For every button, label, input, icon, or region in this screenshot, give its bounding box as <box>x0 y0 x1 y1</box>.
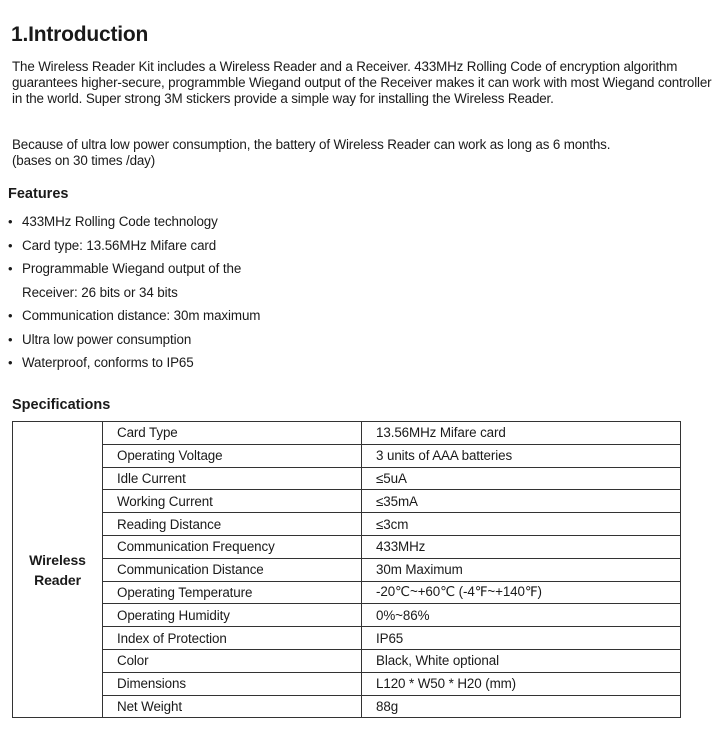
table-row <box>13 513 681 536</box>
table-row <box>13 627 681 650</box>
feature-item <box>8 351 282 375</box>
value-cell: 433MHz <box>362 535 681 558</box>
parameter-cell: Operating Temperature <box>103 581 362 604</box>
table-row <box>13 604 681 627</box>
feature-item <box>8 210 282 234</box>
feature-item <box>8 257 282 304</box>
page-title: 1.Introduction <box>11 23 149 46</box>
table-row <box>13 558 681 581</box>
table-row <box>13 581 681 604</box>
value-cell: 13.56MHz Mifare card <box>362 422 681 445</box>
bullet-icon: • <box>8 355 13 370</box>
parameter-cell: Index of Protection <box>103 627 362 650</box>
value-cell: ≤3cm <box>362 513 681 536</box>
specifications-table <box>12 421 681 718</box>
feature-text: 433MHz Rolling Code technology <box>22 214 218 229</box>
feature-item <box>8 304 282 328</box>
parameter-cell: Net Weight <box>103 695 362 718</box>
table-row <box>13 490 681 513</box>
feature-text: Card type: 13.56MHz Mifare card <box>22 237 217 253</box>
feature-text: Waterproof, conforms to IP65 <box>22 355 194 370</box>
table-row <box>13 672 681 695</box>
bullet-icon: • <box>8 308 13 323</box>
value-cell: 88g <box>362 695 681 718</box>
feature-text: Ultra low power consumption <box>22 331 192 347</box>
value-cell: 0%~86% <box>362 604 681 627</box>
parameter-cell: Color <box>103 649 362 672</box>
parameter-cell: Operating Voltage <box>103 444 362 467</box>
feature-text: Programmable Wiegand output of the Receiver: 26 bits or 34 bits <box>22 261 242 300</box>
value-cell: 30m Maximum <box>362 558 681 581</box>
parameter-cell: Reading Distance <box>103 513 362 536</box>
bullet-icon: • <box>8 331 13 347</box>
specifications-heading: Specifications <box>12 397 111 413</box>
bullet-icon: • <box>8 261 13 276</box>
group-label-cell: Wireless Reader <box>13 422 103 718</box>
features-heading: Features <box>8 186 69 202</box>
feature-item <box>8 328 282 352</box>
feature-text: Communication distance: 30m maximum <box>22 308 261 323</box>
value-cell: ≤5uA <box>362 467 681 490</box>
table-row <box>13 695 681 718</box>
value-cell: IP65 <box>362 627 681 650</box>
bullet-icon: • <box>8 214 13 229</box>
parameter-cell: Working Current <box>103 490 362 513</box>
parameter-cell: Idle Current <box>103 467 362 490</box>
feature-item <box>8 234 282 258</box>
table-row <box>13 535 681 558</box>
value-cell: L120 * W50 * H20 (mm) <box>362 672 681 695</box>
parameter-cell: Dimensions <box>103 672 362 695</box>
features-list <box>8 210 282 375</box>
parameter-cell: Card Type <box>103 422 362 445</box>
table-row <box>13 422 681 445</box>
bullet-icon: • <box>8 237 13 253</box>
table-row <box>13 467 681 490</box>
intro-paragraph: The Wireless Reader Kit includes a Wireless Reader and a Receiver. 433MHz Rolling Code of encryption algorithm guarantees higher-secure, programmble Wiegand output of the Receiver makes it can work with most Wiegand controller in the world. Super strong 3M stickers provide a simple way for installing the Wireless Reader. <box>12 59 712 106</box>
battery-paragraph <box>12 137 712 169</box>
parameter-cell: Communication Distance <box>103 558 362 581</box>
battery-paragraph-line2: (bases on 30 times /day) <box>12 153 156 168</box>
table-row <box>13 444 681 467</box>
value-cell: -20℃~+60℃ (-4℉~+140℉) <box>362 581 681 604</box>
parameter-cell: Operating Humidity <box>103 604 362 627</box>
value-cell: Black, White optional <box>362 649 681 672</box>
table-row <box>13 649 681 672</box>
value-cell: 3 units of AAA batteries <box>362 444 681 467</box>
battery-paragraph-line1: Because of ultra low power consumption, the battery of Wireless Reader can work as long as 6 months. <box>12 137 611 152</box>
value-cell: ≤35mA <box>362 490 681 513</box>
parameter-cell: Communication Frequency <box>103 535 362 558</box>
